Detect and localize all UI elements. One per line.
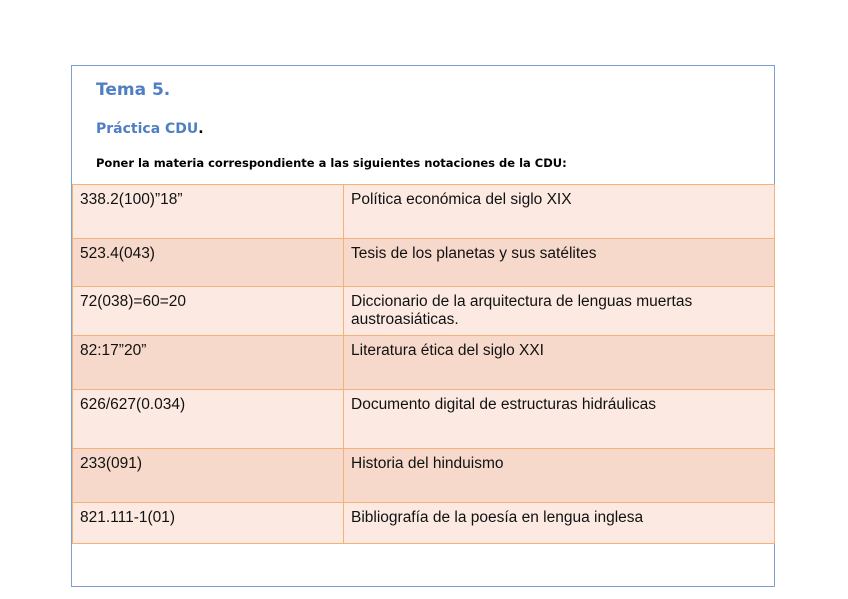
table-row — [73, 185, 775, 239]
table-row — [73, 449, 775, 503]
table-row — [73, 390, 775, 449]
subtitle-dot: . — [198, 121, 204, 137]
table-row — [73, 503, 775, 544]
instruction-text: Poner la materia correspondiente a las siguientes notaciones de la CDU: — [96, 156, 567, 170]
notation-cell: 523.4(043) — [73, 239, 344, 287]
subject-cell: Diccionario de la arquitectura de lenguas muertas austroasiáticas. — [344, 287, 775, 336]
table-row — [73, 287, 775, 336]
document-frame — [71, 65, 775, 587]
page-subtitle — [96, 121, 204, 137]
cdu-table — [72, 184, 775, 544]
notation-cell: 338.2(100)”18” — [73, 185, 344, 239]
subject-cell: Política económica del siglo XIX — [344, 185, 775, 239]
page-title: Tema 5. — [96, 80, 171, 100]
notation-cell: 72(038)=60=20 — [73, 287, 344, 336]
notation-cell: 233(091) — [73, 449, 344, 503]
subject-cell: Historia del hinduismo — [344, 449, 775, 503]
table-row — [73, 239, 775, 287]
subject-cell: Literatura ética del siglo XXI — [344, 336, 775, 390]
table-row — [73, 336, 775, 390]
subject-cell: Documento digital de estructuras hidráulicas — [344, 390, 775, 449]
subject-cell: Tesis de los planetas y sus satélites — [344, 239, 775, 287]
notation-cell: 82:17”20” — [73, 336, 344, 390]
notation-cell: 821.111-1(01) — [73, 503, 344, 544]
subtitle-text: Práctica CDU — [96, 121, 199, 137]
notation-cell: 626/627(0.034) — [73, 390, 344, 449]
subject-cell: Bibliografía de la poesía en lengua inglesa — [344, 503, 775, 544]
